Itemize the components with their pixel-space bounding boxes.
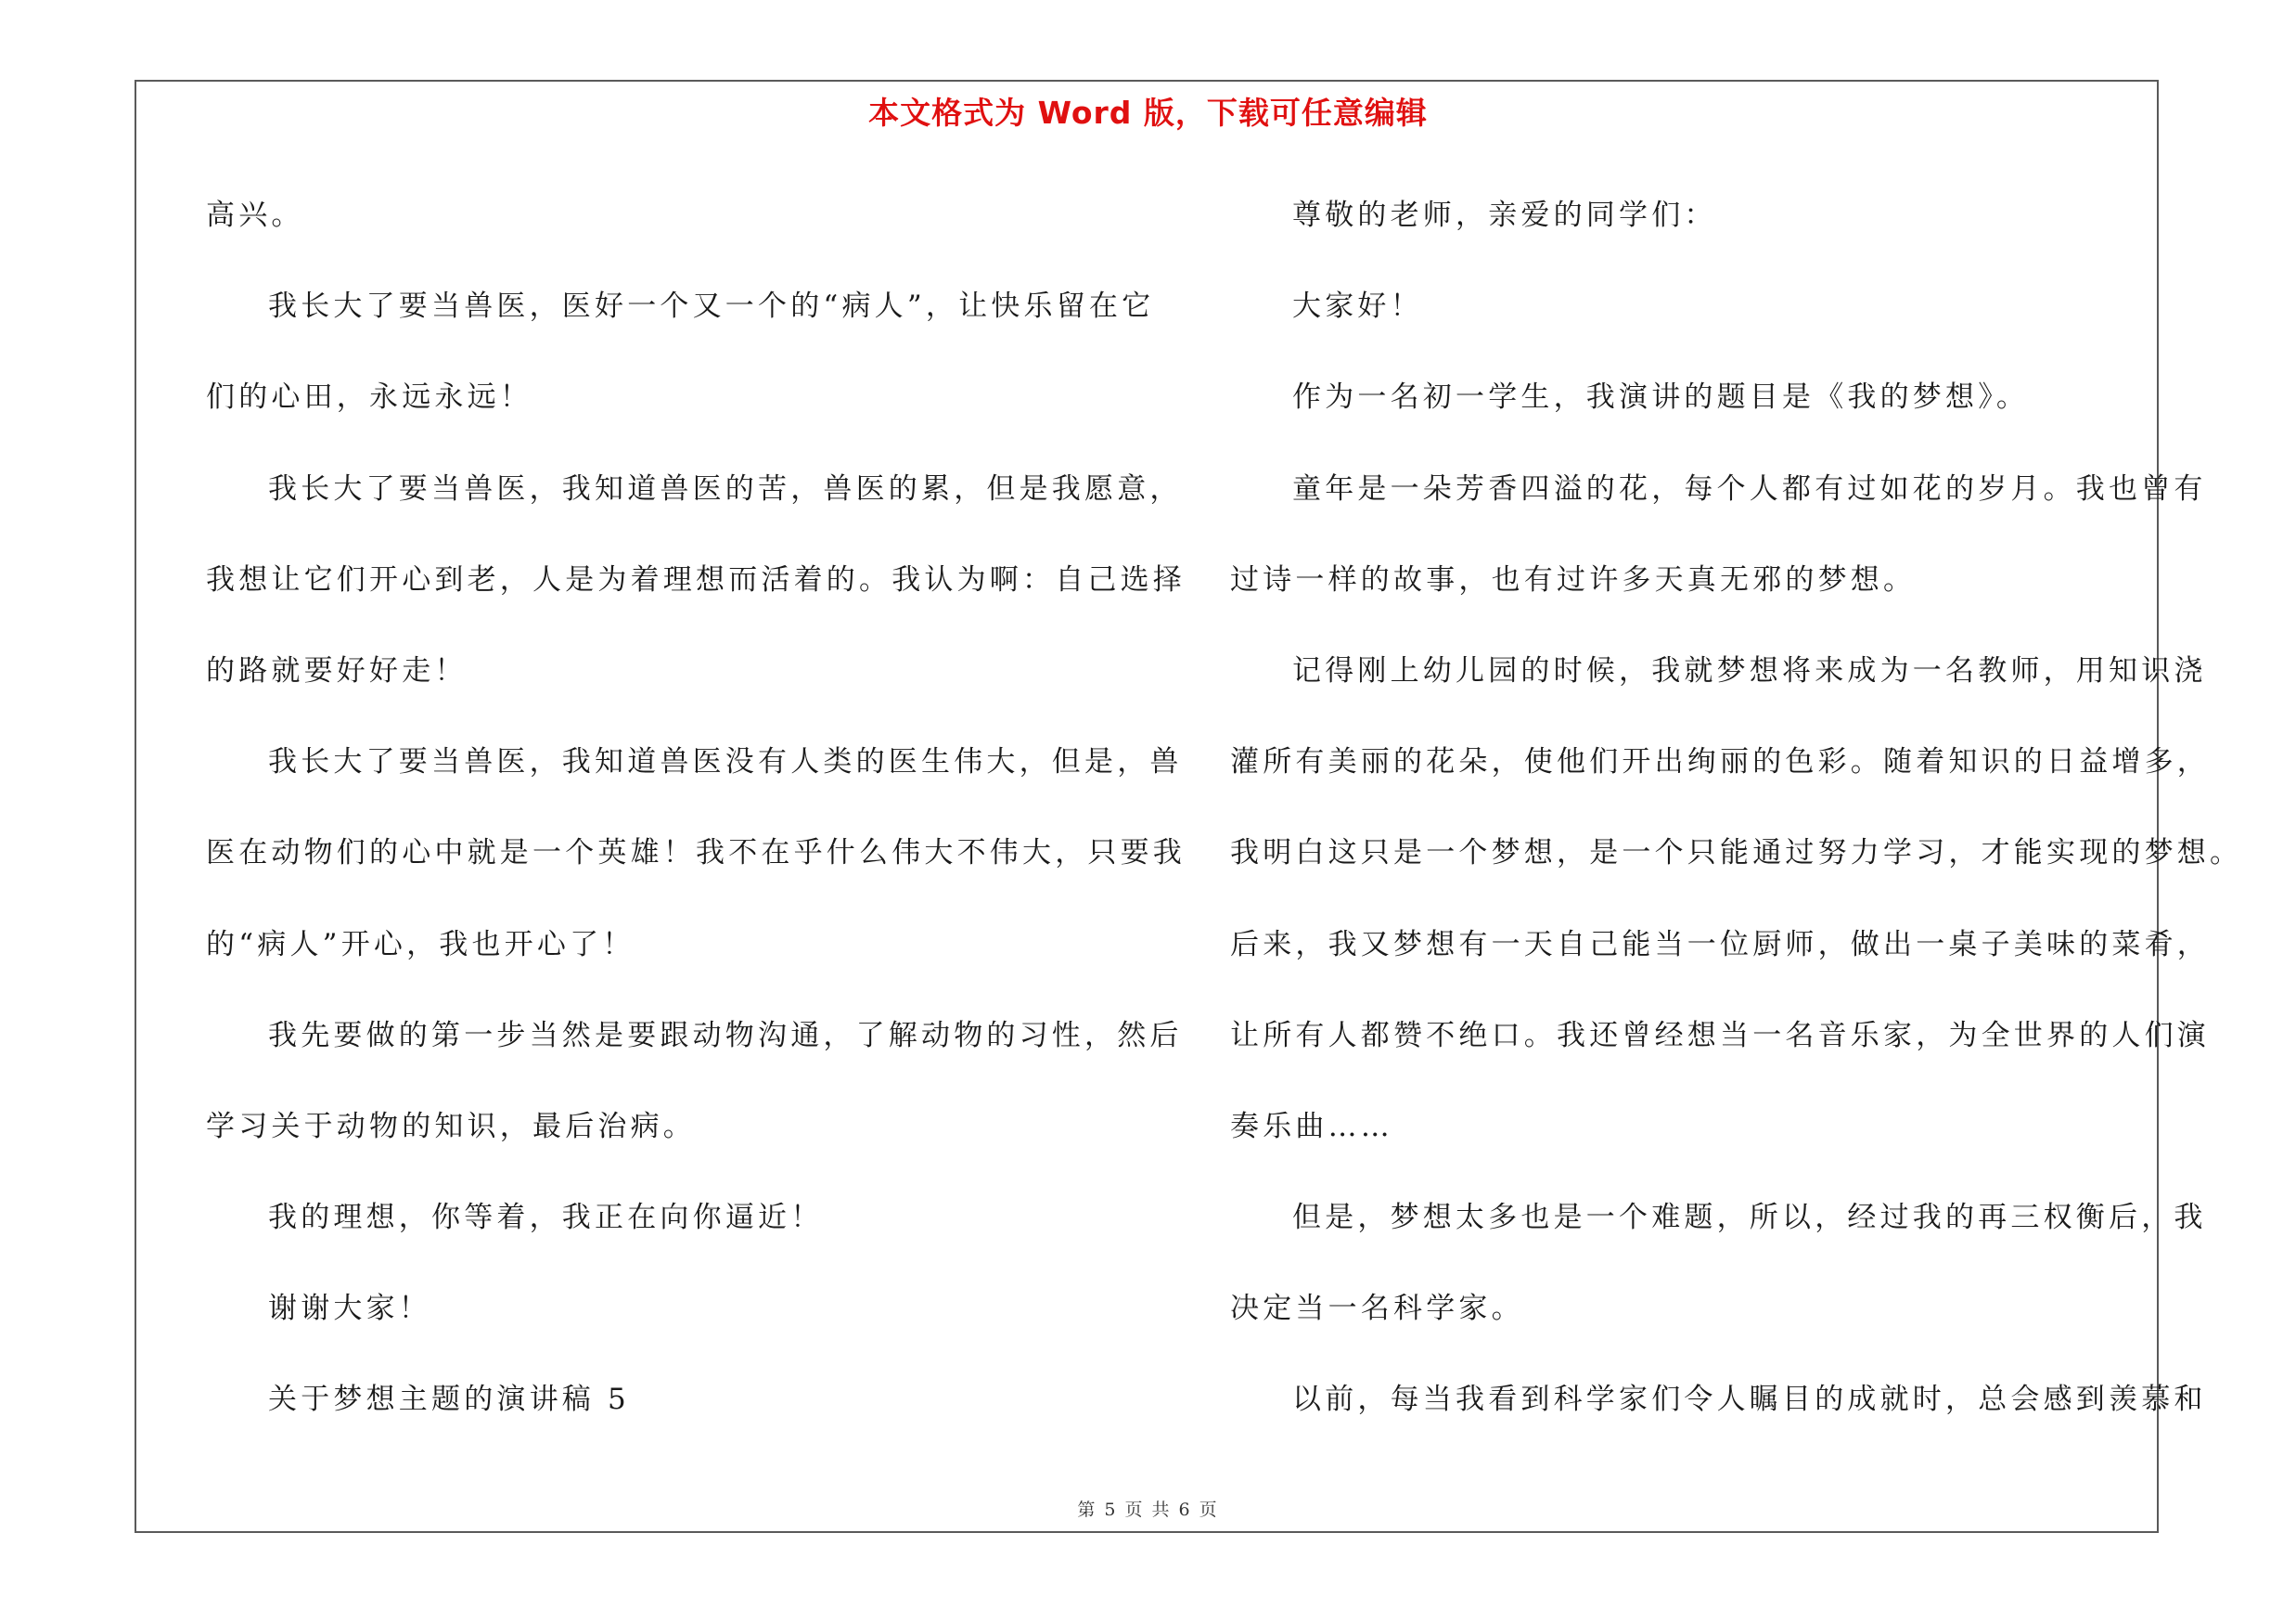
header-banner: 本文格式为 Word 版，下载可任意编辑: [868, 95, 1428, 131]
text-line: 我先要做的第一步当然是要跟动物沟通，了解动物的习性，然后: [268, 1018, 1183, 1052]
text-line: 记得刚上幼儿园的时候，我就梦想将来成为一名教师，用知识浇: [1292, 653, 2207, 688]
text-line: 决定当一名科学家。: [1230, 1292, 1524, 1326]
text-line: 谢谢大家！: [268, 1292, 431, 1326]
text-line: 后来，我又梦想有一天自己能当一位厨师，做出一桌子美味的菜肴，: [1230, 927, 2210, 961]
text-line: 奏乐曲……: [1230, 1109, 1393, 1143]
text-line: 以前，每当我看到科学家们令人瞩目的成就时，总会感到羡慕和: [1292, 1383, 2207, 1417]
text-line: 我明白这只是一个梦想，是一个只能通过努力学习，才能实现的梦想。: [1230, 836, 2243, 870]
text-line: 医在动物们的心中就是一个英雄！我不在乎什么伟大不伟大，只要我: [206, 836, 1186, 870]
right-column: [1230, 181, 2243, 1457]
text-line: 尊敬的老师，亲爱的同学们：: [1292, 199, 1717, 232]
text-line: 但是，梦想太多也是一个难题，所以，经过我的再三权衡后，我: [1292, 1201, 2207, 1235]
page-footer: 第 5 页 共 6 页: [1077, 1500, 1219, 1520]
text-line: 让所有人都赞不绝口。我还曾经想当一名音乐家，为全世界的人们演: [1230, 1018, 2210, 1052]
text-line: 大家好！: [1292, 290, 1423, 324]
text-line: 我想让它们开心到老，人是为着理想而活着的。我认为啊：自己选择: [206, 562, 1186, 597]
text-line: 我的理想，你等着，我正在向你逼近！: [268, 1201, 824, 1235]
text-line: 灌所有美丽的花朵，使他们开出绚丽的色彩。随着知识的日益增多，: [1230, 745, 2210, 779]
text-line: 们的心田，永远永远！: [206, 380, 532, 415]
text-line: 高兴。: [206, 199, 304, 232]
text-line: 我长大了要当兽医，我知道兽医的苦，兽医的累，但是我愿意，: [268, 471, 1183, 506]
text-line: 关于梦想主题的演讲稿 5: [268, 1383, 630, 1417]
text-line: 过诗一样的故事，也有过许多天真无邪的梦想。: [1230, 562, 1917, 597]
text-line: 学习关于动物的知识，最后治病。: [206, 1109, 696, 1143]
text-line: 我长大了要当兽医，医好一个又一个的“病人”，让快乐留在它: [268, 290, 1155, 324]
text-line: 童年是一朵芳香四溢的花，每个人都有过如花的岁月。我也曾有: [1292, 471, 2207, 506]
text-line: 的“病人”开心，我也开心了！: [206, 927, 635, 961]
left-column: [206, 181, 1186, 1457]
text-line: 作为一名初一学生，我演讲的题目是《我的梦想》。: [1292, 380, 2030, 415]
text-line: 我长大了要当兽医，我知道兽医没有人类的医生伟大，但是，兽: [268, 745, 1183, 779]
text-line: 的路就要好好走！: [206, 653, 468, 688]
